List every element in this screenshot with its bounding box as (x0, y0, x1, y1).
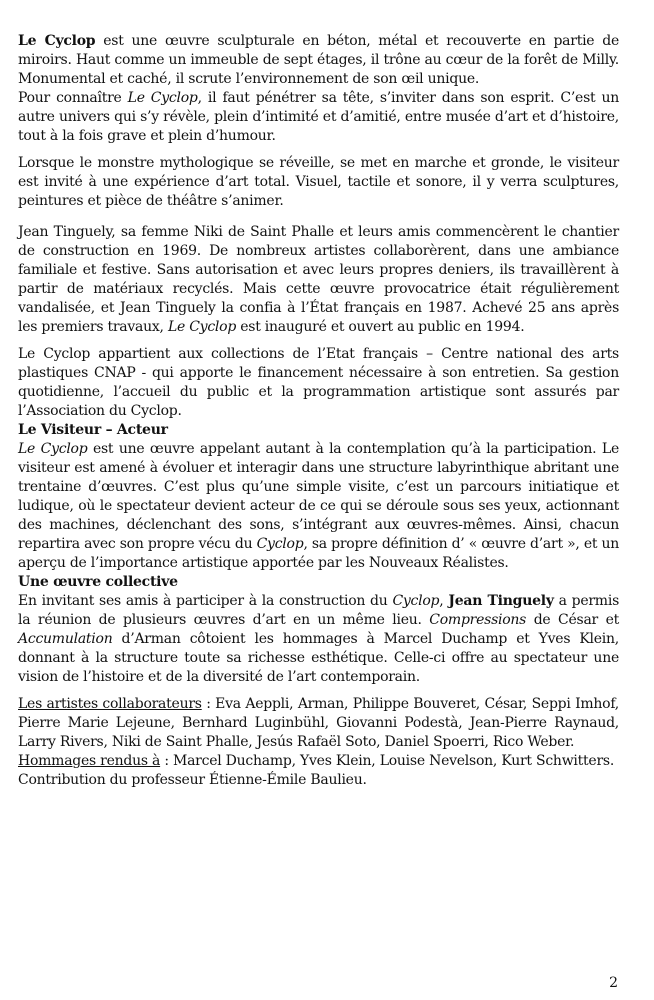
collective-text-c: , (439, 593, 449, 609)
cyclop-italic: Le Cyclop (127, 90, 198, 106)
collective-text-a: En invitant ses amis à participer à la construction du (18, 593, 393, 609)
visitor-heading: Le Visiteur – Acteur (18, 422, 168, 438)
compressions-italic: Compressions (429, 612, 527, 628)
hommages-paragraph (18, 752, 619, 771)
history-text-a: Jean Tinguely, sa femme Niki de Saint Phalle et leurs amis commencèrent le chantier de construction en 1969. De nombreux artistes collaborèrent, dans une ambiance familiale et festive. Sans autorisation et avec leurs propres deniers, ils travaillèrent à partir de matériaux recyclés. Mais cette œuvre provocatrice était régulièrement vandalisée, et Jean Tinguely la confia à l’État français en 1987. Achevé 25 ans après les premiers travaux, (18, 224, 619, 335)
intro-text: est une œuvre sculpturale en béton, métal et recouverte en partie de miroirs. Haut comme un immeuble de sept étages, il trône au cœur de la forêt de Milly. Monumental et caché, il scrute l’environnement de son œil unique. (18, 33, 619, 87)
cyclop-bold-title: Le Cyclop (18, 33, 96, 49)
history-text-b: est inauguré et ouvert au public en 1994. (236, 319, 525, 335)
head-text-a: Pour connaître (18, 90, 128, 106)
document-page (18, 32, 619, 790)
collaborators-list: : Eva Aeppli, Arman, Philippe Bouveret, César, Seppi Imhof, Pierre Marie Lejeune, Bernhard Luginbühl, Giovanni Podestà, Jean-Pierre Raynaud, Larry Rivers, Niki de Saint Phalle, Jesús Rafaël Soto, Daniel Spoerri, Rico Weber. (18, 696, 619, 750)
collective-text-d: a permis la réunion de plusieurs œuvres d’art en un même lieu. (18, 593, 619, 628)
ownership-paragraph: Le Cyclop appartient aux collections de l’Etat français – Centre national des arts plastiques CNAP - qui apporte le financement nécessaire à son entretien. Sa gestion quotidienne, l’accueil du public et la programmation artistique sont assurés par l’Association du Cyclop. (18, 346, 619, 419)
visitor-text-a: est une œuvre appelant autant à la contemplation qu’à la participation. Le visiteur est amené à évoluer et interagir dans une structure labyrinthique abritant une trentaine d’œuvres. C’est plus qu’une simple visite, c’est un parcours initiatique et ludique, où le spectateur devient acteur de ce qui se déroule sous ses yeux, actionnant des machines, déclenchant des sons, s’intégrant aux œuvres-mêmes. Ainsi, chacun repartira avec son propre vécu du (18, 441, 619, 552)
tinguely-bold: Jean Tinguely (448, 593, 554, 609)
hommages-list: : Marcel Duchamp, Yves Klein, Louise Nevelson, Kurt Schwitters. (160, 753, 615, 769)
head-paragraph (18, 89, 619, 146)
cyclop-italic: Cyclop (392, 593, 440, 609)
collaborators-label: Les artistes collaborateurs (18, 696, 202, 712)
page-number: 2 (609, 975, 618, 991)
collective-heading: Une œuvre collective (18, 574, 178, 590)
collective-paragraph (18, 592, 619, 687)
intro-paragraph (18, 32, 619, 89)
cyclop-italic: Le Cyclop (18, 441, 88, 457)
visitor-paragraph (18, 440, 619, 573)
collaborators-paragraph (18, 695, 619, 752)
head-text-b: , il faut pénétrer sa tête, s’inviter dans son esprit. C’est un autre univers qui s’y révèle, plein d’intimité et d’amitié, entre musée d’art et d’histoire, tout à la fois grave et plein d’humour. (18, 90, 619, 144)
history-paragraph (18, 223, 619, 337)
contribution-paragraph: Contribution du professeur Étienne-Émile Baulieu. (18, 772, 367, 788)
monster-paragraph: Lorsque le monstre mythologique se réveille, se met en marche et gronde, le visiteur est invité à une expérience d’art total. Visuel, tactile et sonore, il y verra sculptures, peintures et pièce de théâtre s’animer. (18, 155, 619, 209)
accumulation-italic: Accumulation (18, 631, 113, 647)
cyclop-italic: Le Cyclop (167, 319, 237, 335)
visitor-text-b: , sa propre définition d’ « œuvre d’art », et un aperçu de l’importance artistique apportée par les Nouveaux Réalistes. (18, 536, 619, 571)
cyclop-italic: Cyclop (256, 536, 304, 552)
hommages-label: Hommages rendus à (18, 753, 161, 769)
collective-text-e: de César et (526, 612, 619, 628)
collective-text-f: d’Arman côtoient les hommages à Marcel Duchamp et Yves Klein, donnant à la structure toute sa richesse esthétique. Celle-ci offre au spectateur une vision de l’histoire et de la diversité de l’art contemporain. (18, 631, 619, 685)
